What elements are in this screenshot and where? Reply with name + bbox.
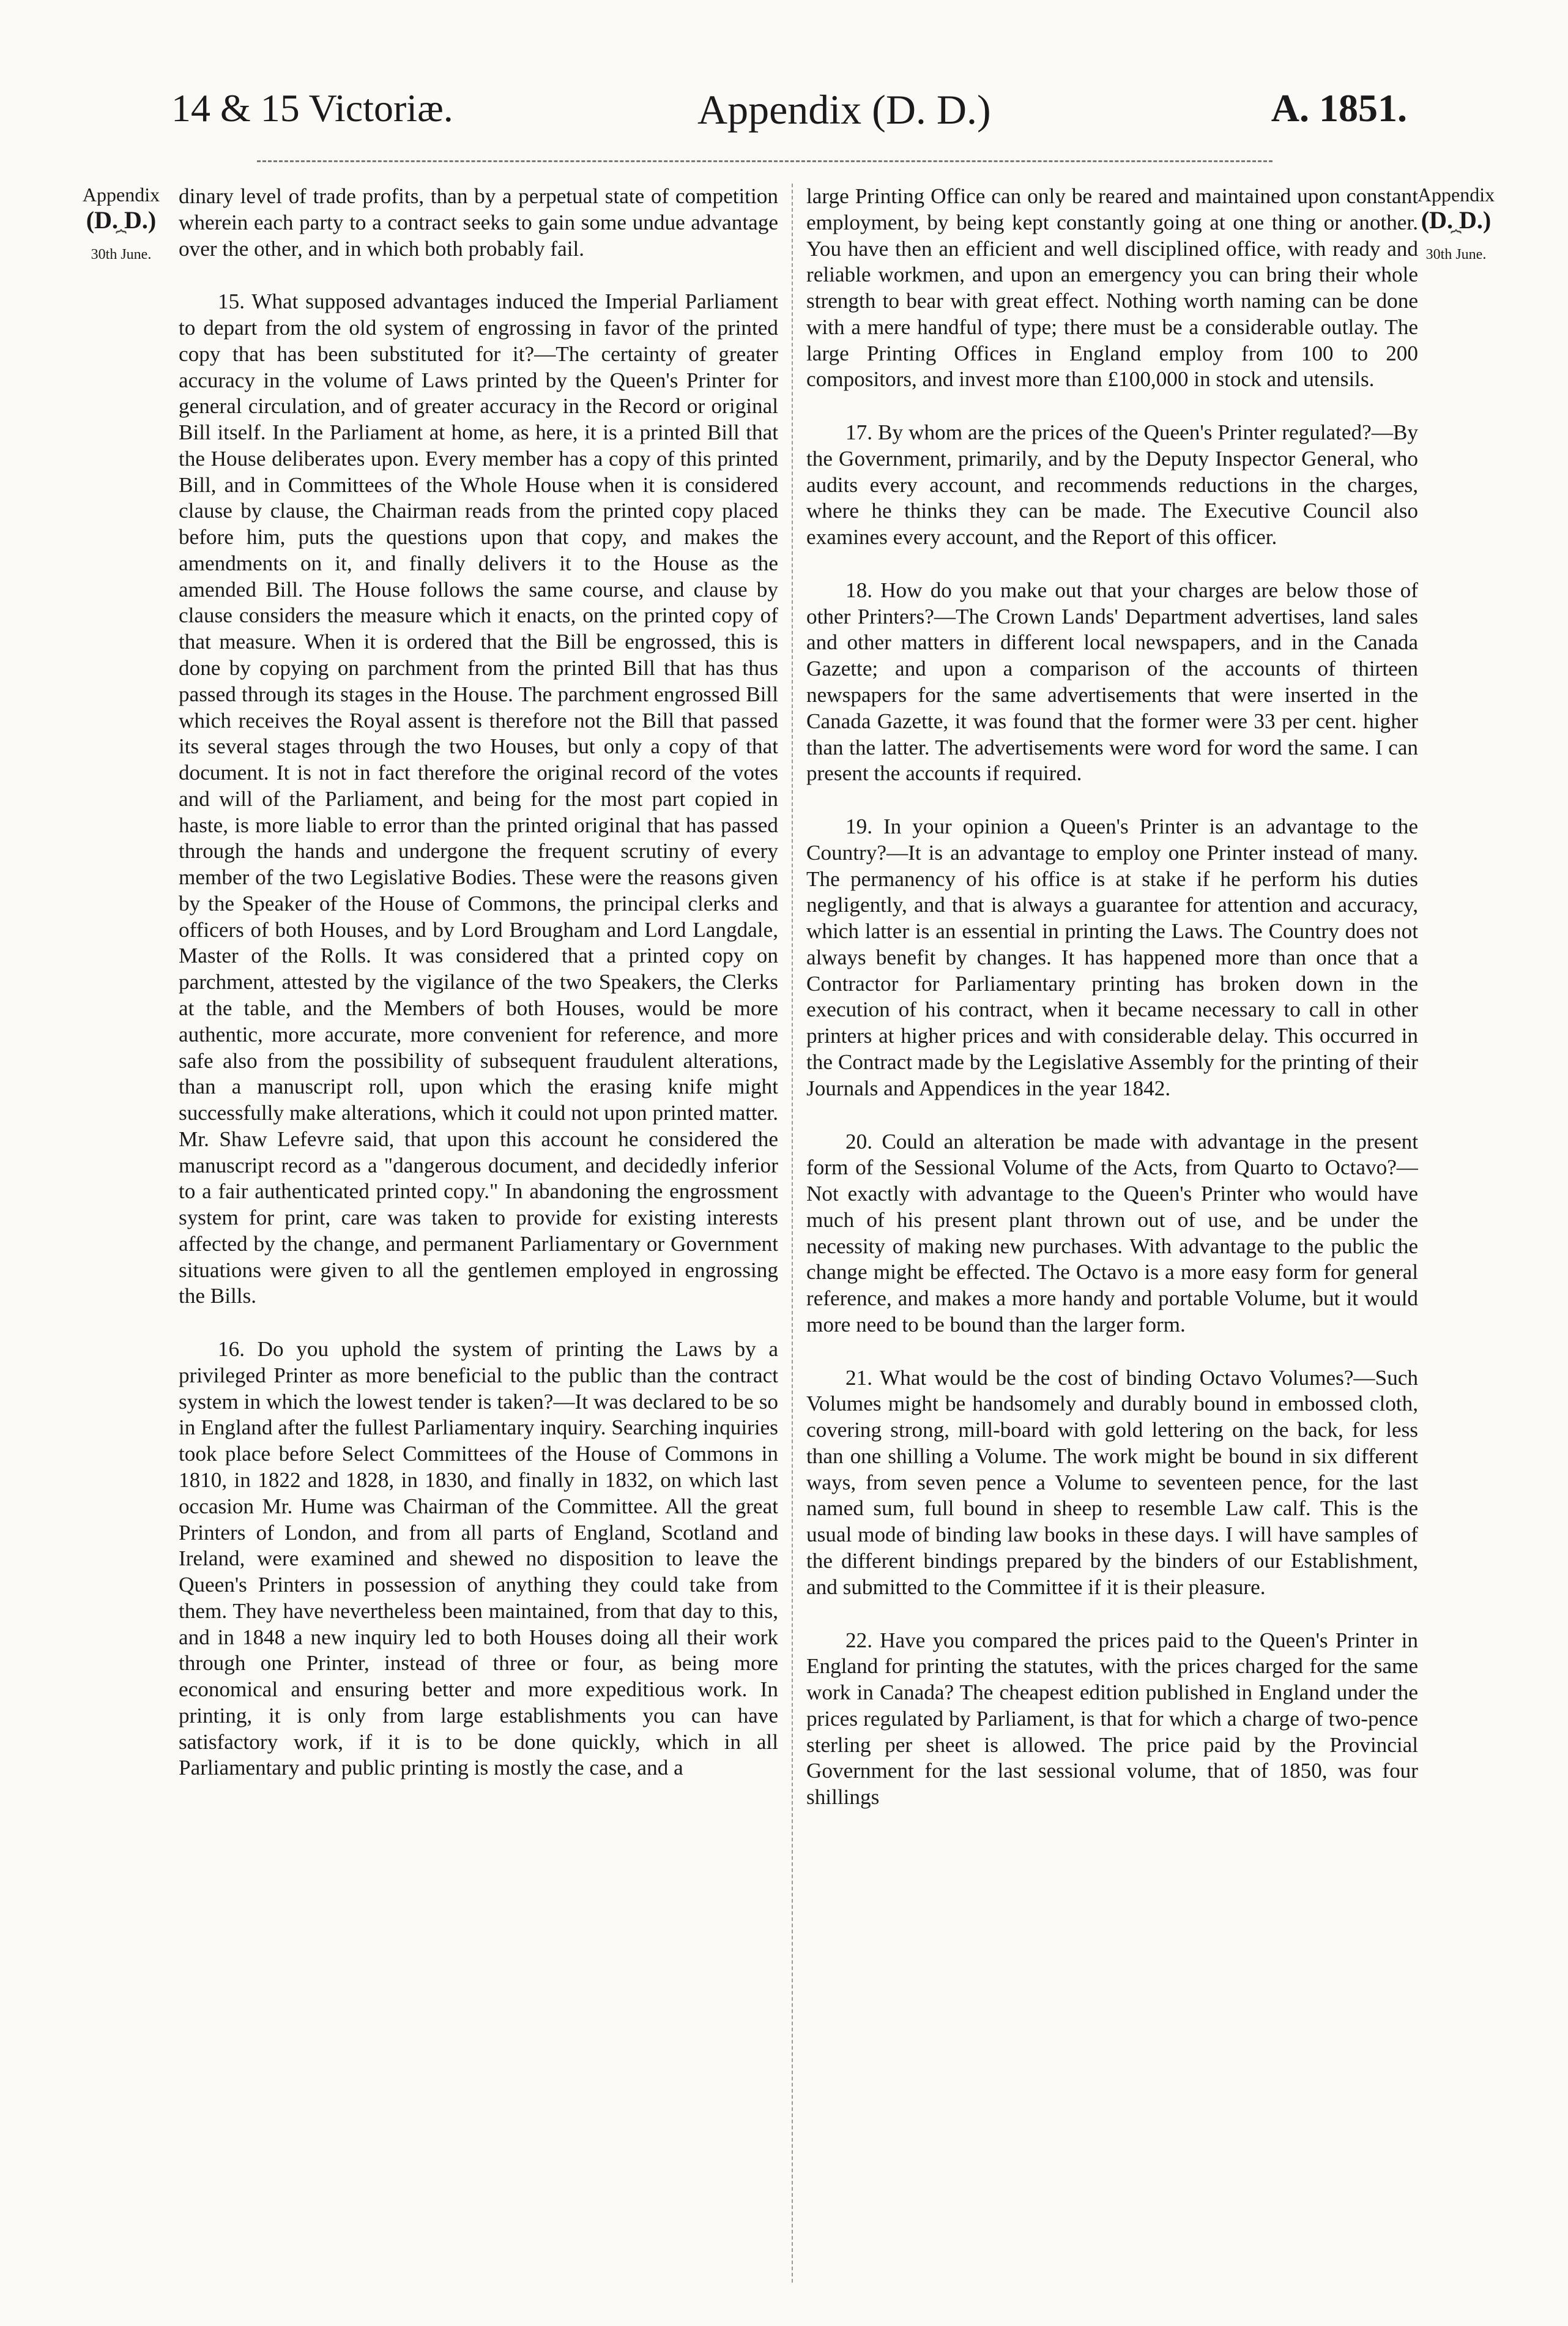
paragraph-21: 21. What would be the cost of binding Octavo Volumes?—Such Volumes might be handsomely and durably bound in embossed cloth, covering strong, mill-board with gold lettering on the back, for less than one shilling a Volume. The work might be bound in six different ways, from seven pence a Volume to seventeen pence, for the last named sum, full bound in sheep to resemble Law calf. This is the usual mode of binding law books in these days. I will have samples of the different bindings prepared by the binders of our Establishment, and submitted to the Committee if it is their pleasure. [806,1365,1418,1599]
paragraph-20: 20. Could an alteration be made with advantage in the present form of the Sessional Volume of the Acts, from Quarto to Octavo?—Not exactly with advantage to the Queen's Printer who would have much of his present plant thrown out of use, and be under the necessity of making new purchases. With advantage to the public the change might be effected. The Octavo is a more easy form for general reference, and makes a more handy and portable Volume, but it would more need to be bound than the larger form. [806,1129,1418,1336]
paragraph-19: 19. In your opinion a Queen's Printer is an advantage to the Country?—It is an advantage to employ one Printer instead of many. The permanency of his office is at stake if he perform his duties negligently, and that is always a guarantee for attention and accuracy, which latter is an essential in printing the Laws. The Country does not always benefit by changes. It has happened more than once that a Contractor for Parliamentary printing has broken down in the execution of his contract, when it became necessary to call in other printers at higher prices and with considerable delay. This occurred in the Contract made by the Legislative Assembly for the printing of their Journals and Appendices in the year 1842. [806,814,1418,1100]
left-column [179,184,778,2289]
paragraph-continued: large Printing Office can only be reared and maintained upon constant employment, by being kept constantly going at one thing or another. You have then an efficient and well disciplined office, with ready and reliable workmen, and upon an emergency you can bring their whole strength to bear with great effect. Nothing worth naming can be done with a mere handful of type; there must be a considerable outlay. The large Printing Offices in England employ from 100 to 200 compositors, and invest more than £100,000 in stock and utensils. [806,184,1418,392]
paragraph-17: 17. By whom are the prices of the Queen's Printer regulated?—By the Government, primarily, and by the Deputy Inspector General, who audits every account, and recommends reductions in the charges, where he thinks they can be made. The Executive Council also examines every account, and the Report of this officer. [806,420,1418,550]
header-appendix: Appendix (D. D.) [697,86,991,133]
margin-date: 30th June. [1425,246,1487,263]
paragraph-15: 15. What supposed advantages induced the Imperial Parliament to depart from the old system of engrossing in favor of the printed copy that has been substituted for it?—The certainty of greater accuracy in the volume of Laws printed by the Queen's Printer for general circulation, and of greater accuracy in the Record or original Bill itself. In the Parliament at home, as here, it is a printed Bill that the House deliberates upon. Every member has a copy of this printed Bill, and in Committees of the Whole House when it is considered clause by clause, the Chairman reads from the printed copy placed before him, puts the questions upon that copy, and makes the amendments on it, and finally delivers it to the House as the amended Bill. The House follows the same course, and clause by clause considers the measure which it enacts, on the printed copy of that measure. When it is ordered that the Bill be engrossed, this is done by copying on parchment from the printed Bill that has thus passed through its stages in the House. The parchment engrossed Bill which receives the Royal assent is therefore not the Bill that passed its several stages through the two Houses, but only a copy of that document. It is not in fact therefore the original record of the votes and will of the Parliament, and being for the most part copied in haste, is more liable to error than the printed original that has passed through the hands and undergone the frequent scrutiny of every member of the two Legislative Bodies. These were the reasons given by the Speaker of the House of Commons, the principal clerks and officers of both Houses, and by Lord Brougham and Lord Langdale, Master of the Rolls. It was considered that a printed copy on parchment, attested by the vigilance of the two Speakers, the Clerks at the table, and the Members of both Houses, would be more authentic, more accurate, more convenient for reference, and more safe also from the possibility of subsequent fraudulent alterations, than a manuscript roll, upon which the erasing knife might successfully make alterations, which it could not upon printed matter. Mr. Shaw Lefevre said, that upon this account he considered the manuscript record as a "dangerous document, and decidedly inferior to a fair authenticated printed copy." In abandoning the engrossment system for print, care was taken to provide for existing interests affected by the change, and permanent Parliamentary or Government situations were given to all the gentlemen employed in engrossing the Bills. [179,289,778,1308]
right-column [806,184,1418,2289]
margin-code: (D. D.) [1421,206,1492,234]
paragraph-continued: dinary level of trade profits, than by a perpetual state of competition wherein each party to a contract seeks to gain some undue advantage over the other, and in which both probably fail. [179,184,778,261]
running-header [171,86,1407,159]
brace-icon: ⏞ [116,229,127,250]
margin-date: 30th June. [91,246,152,263]
margin-code: (D. D.) [86,206,157,234]
left-margin-note [66,184,176,263]
column-divider [792,184,793,2283]
header-session: 14 & 15 Victoriæ. [171,86,453,130]
paragraph-18: 18. How do you make out that your charges are below those of other Printers?—The Crown Lands' Department advertises, land sales and other matters in different local newspapers, and in the Canada Gazette; and upon a comparison of the accounts of thirteen newspapers for the same advertisements that were inserted in the Canada Gazette, it was found that the former were 33 per cent. higher than the latter. The advertisements were word for word the same. I can present the accounts if required. [806,578,1418,786]
header-rule [257,160,1273,162]
paragraph-22: 22. Have you compared the prices paid to the Queen's Printer in England for printing the statutes, with the prices charged for the same work in Canada? The cheapest edition published in England under the prices regulated by Parliament, is that for which a charge of two-pence sterling per sheet is allowed. The price paid by the Provincial Government for the last sessional volume, that of 1850, was four shillings [806,1628,1418,1810]
margin-label: Appendix [82,184,160,206]
header-year: A. 1851. [1271,86,1407,130]
paragraph-16: 16. Do you uphold the system of printing the Laws by a privileged Printer as more beneficial to the public than the contract system in which the lowest tender is taken?—It was declared to be so in England after the fullest Parliamentary inquiry. Searching inquiries took place before Select Committees of the House of Commons in 1810, in 1822 and 1828, in 1830, and finally in 1832, on which last occasion Mr. Hume was Chairman of the Committee. All the great Printers of London, and from all parts of England, Scotland and Ireland, were examined and shewed no disposition to leave the Queen's Printers in possession of anything they could take from them. They have nevertheless been maintained, from that day to this, and in 1848 a new inquiry led to both Houses doing all their work through one Printer, instead of three or four, as being more economical and ensuring better and more expeditious work. In printing, it is only from large establishments you can have satisfactory work, if it is to be done quickly, which in all Parliamentary and public printing is mostly the case, and a [179,1337,778,1780]
brace-icon: ⏞ [1451,229,1462,250]
margin-label: Appendix [1417,184,1495,206]
